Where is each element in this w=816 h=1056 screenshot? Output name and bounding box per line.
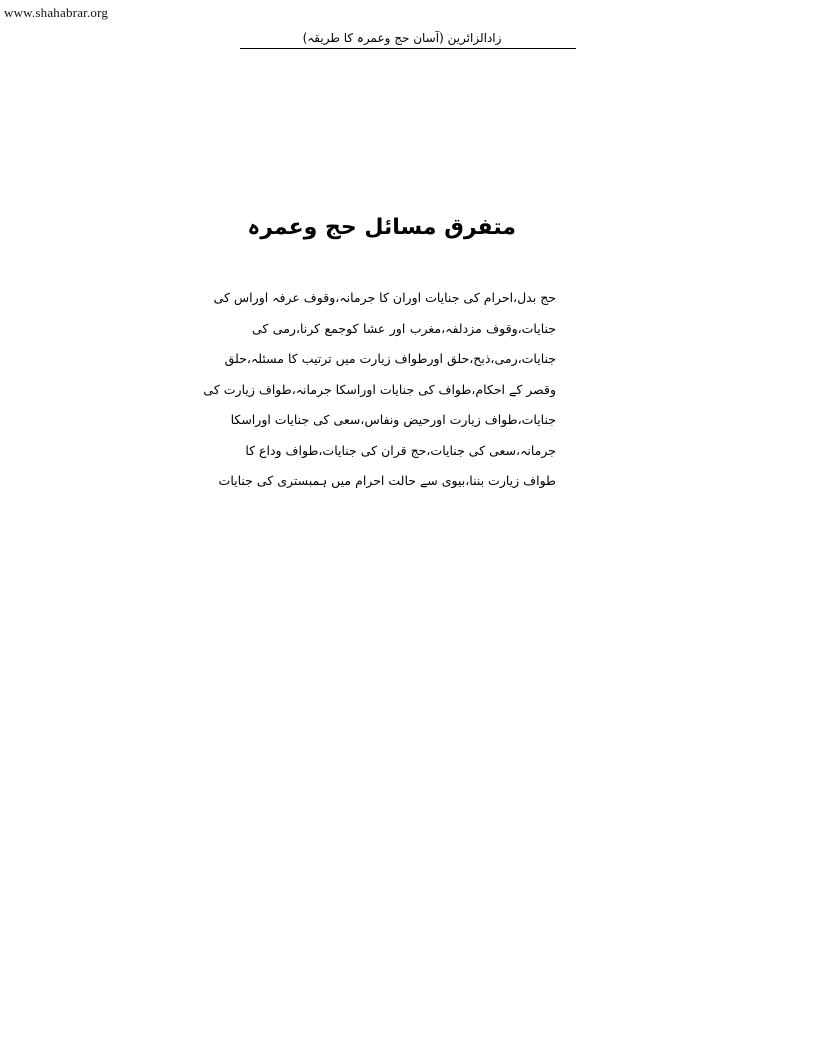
contents-line: جنایات،وقوف مزدلفہ،مغرب اور عشا کوجمع کرنا،رمی کی (252, 320, 556, 336)
site-url-watermark: www.shahabrar.org (4, 5, 109, 20)
contents-line: جنایات،رمی،ذبح،حلق اورطواف زیارت میں ترتیب کا مسئلہ،حلق (224, 351, 556, 366)
chapter-contents-paragraph (203, 283, 556, 497)
contents-line: جرمانہ،سعی کی جنایات،حج قران کی جنایات،طواف وداع کا (245, 442, 556, 458)
running-header (240, 29, 576, 47)
contents-line: طواف زیارت بننا،بیوی سے حالت احرام میں ہمبستری کی جنایات (218, 473, 556, 488)
chapter-title: متفرق مسائل حج وعمرہ (247, 215, 516, 240)
header-divider (240, 48, 576, 49)
contents-line: حج بدل،احرام کی جنایات اوران کا جرمانہ،وقوف عرفہ اوراس کی (213, 290, 556, 305)
running-header-text: زادالزائرین (آسان حج وعمرہ کا طریقہ) (302, 31, 502, 45)
contents-line: وقصر کے احکام،طواف کی جنایات اوراسکا جرمانہ،طواف زیارت کی (203, 381, 556, 397)
contents-line: جنایات،طواف زیارت اورحیض ونفاس،سعی کی جنایات اوراسکا (230, 412, 556, 427)
